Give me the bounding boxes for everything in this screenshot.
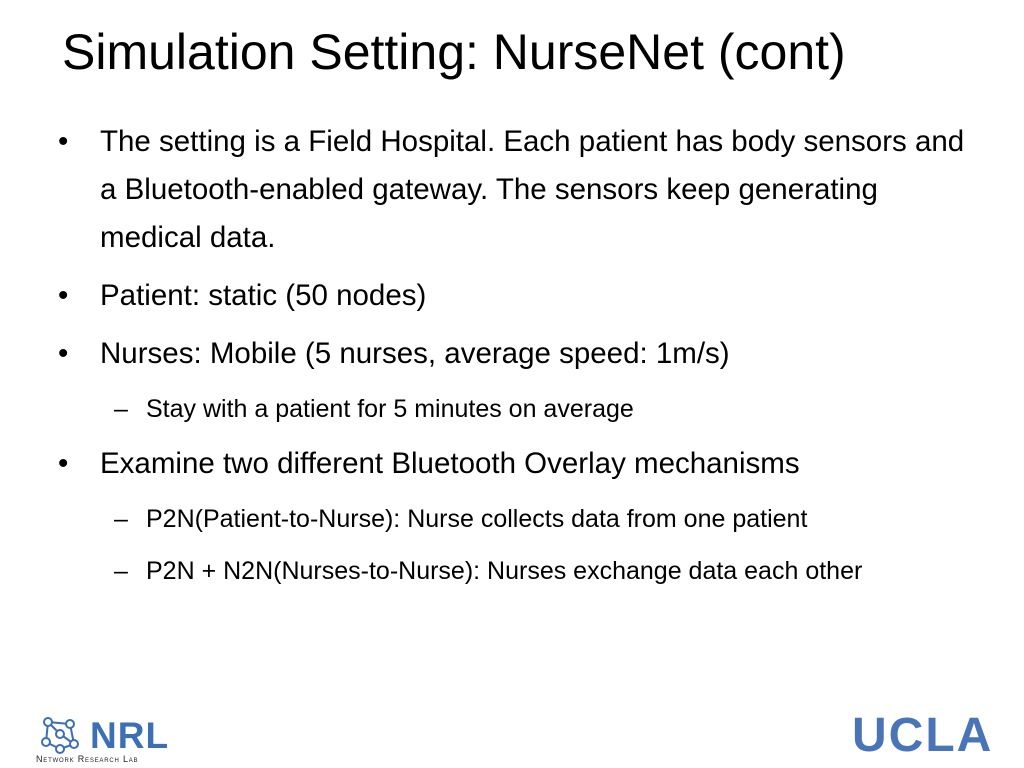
bullet-list	[56, 118, 966, 602]
sub-text: Stay with a patient for 5 minutes on average	[146, 395, 634, 423]
sub-marker: –	[114, 395, 128, 423]
bullet-marker: •	[58, 279, 69, 312]
nrl-logo	[36, 716, 198, 766]
bullet-item-patient	[56, 272, 966, 320]
ucla-logo: UCLA	[852, 709, 994, 762]
network-graph-icon	[40, 716, 80, 754]
bullet-marker: •	[58, 337, 69, 370]
bullet-item-nurses	[56, 330, 966, 378]
sub-item-stay	[56, 388, 966, 431]
bullet-text: The setting is a Field Hospital. Each patient has body sensors and a Bluetooth-enabled gateway. The sensors keep generating medical data.	[100, 125, 965, 254]
bullet-item-examine	[56, 440, 966, 488]
sub-item-p2n-n2n	[56, 550, 966, 593]
slide-title: Simulation Setting: NurseNet (cont)	[62, 24, 846, 80]
sub-marker: –	[114, 557, 128, 585]
bullet-text: Nurses: Mobile (5 nurses, average speed: 1m/s)	[100, 337, 730, 370]
bullet-marker: •	[58, 125, 69, 158]
sub-marker: –	[114, 505, 128, 533]
sub-text: P2N + N2N(Nurses-to-Nurse): Nurses exchange data each other	[146, 557, 863, 585]
bullet-item-setting	[56, 118, 966, 262]
sub-item-p2n	[56, 498, 966, 541]
bullet-text: Examine two different Bluetooth Overlay mechanisms	[100, 447, 800, 480]
bullet-text: Patient: static (50 nodes)	[100, 279, 427, 312]
bullet-marker: •	[58, 447, 69, 480]
sub-text: P2N(Patient-to-Nurse): Nurse collects data from one patient	[146, 505, 808, 533]
nrl-subtitle: Network Research Lab	[36, 754, 139, 764]
nrl-wordmark: NRL	[90, 715, 170, 756]
